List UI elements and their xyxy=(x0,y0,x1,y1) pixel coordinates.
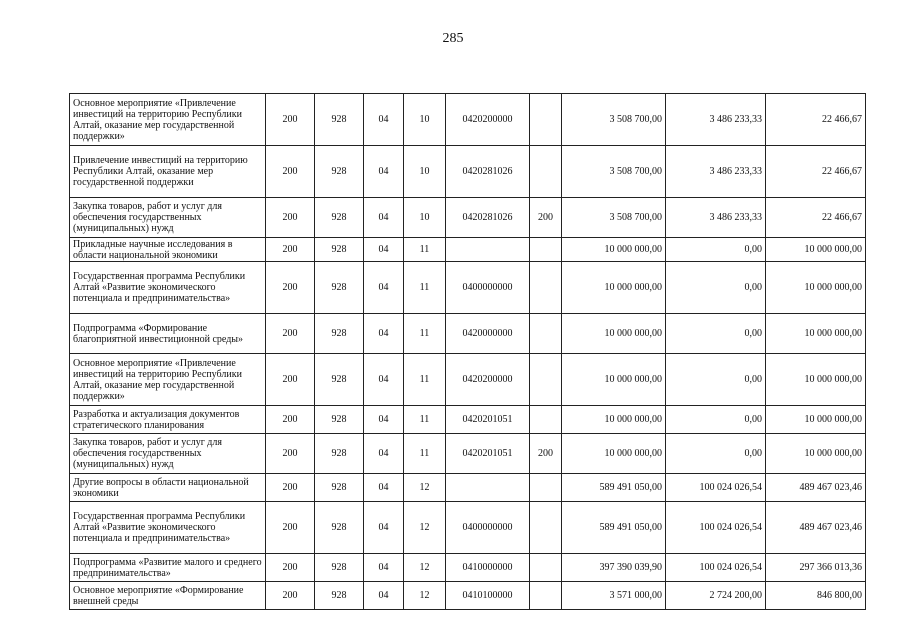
target-article-cell: 0410100000 xyxy=(446,582,530,610)
code-cell: 200 xyxy=(266,406,315,434)
row-name-cell: Прикладные научные исследования в области национальной экономики xyxy=(70,238,266,262)
table-row xyxy=(70,314,866,354)
code-cell: 200 xyxy=(266,434,315,474)
target-article-cell: 0400000000 xyxy=(446,262,530,314)
subsection-cell: 11 xyxy=(404,314,446,354)
planned-amount-cell: 10 000 000,00 xyxy=(562,314,666,354)
target-article-cell xyxy=(446,238,530,262)
target-article-cell xyxy=(446,474,530,502)
subsection-cell: 12 xyxy=(404,554,446,582)
code-cell: 200 xyxy=(266,554,315,582)
expense-type-cell xyxy=(530,314,562,354)
row-name-cell: Государственная программа Республики Алтай «Развитие экономического потенциала и предпринимательства» xyxy=(70,502,266,554)
table-row xyxy=(70,406,866,434)
target-article-cell: 0420281026 xyxy=(446,198,530,238)
planned-amount-cell: 3 508 700,00 xyxy=(562,146,666,198)
ministry-code-cell: 928 xyxy=(315,474,364,502)
executed-amount-cell: 100 024 026,54 xyxy=(666,474,766,502)
row-name-cell: Основное мероприятие «Привлечение инвестиций на территорию Республики Алтай, оказание мер государственной поддержки» xyxy=(70,94,266,146)
code-cell: 200 xyxy=(266,238,315,262)
executed-amount-cell: 3 486 233,33 xyxy=(666,146,766,198)
expense-type-cell xyxy=(530,502,562,554)
section-cell: 04 xyxy=(364,262,404,314)
table-row xyxy=(70,474,866,502)
row-name-cell: Государственная программа Республики Алтай «Развитие экономического потенциала и предпринимательства» xyxy=(70,262,266,314)
ministry-code-cell: 928 xyxy=(315,146,364,198)
planned-amount-cell: 10 000 000,00 xyxy=(562,354,666,406)
subsection-cell: 11 xyxy=(404,434,446,474)
executed-amount-cell: 0,00 xyxy=(666,262,766,314)
planned-amount-cell: 3 508 700,00 xyxy=(562,94,666,146)
remaining-amount-cell: 22 466,67 xyxy=(766,94,866,146)
row-name-cell: Привлечение инвестиций на территорию Республики Алтай, оказание мер государственной поддержки xyxy=(70,146,266,198)
executed-amount-cell: 3 486 233,33 xyxy=(666,94,766,146)
expense-type-cell xyxy=(530,554,562,582)
executed-amount-cell: 0,00 xyxy=(666,238,766,262)
code-cell: 200 xyxy=(266,502,315,554)
planned-amount-cell: 10 000 000,00 xyxy=(562,262,666,314)
page-number: 285 xyxy=(442,31,464,46)
subsection-cell: 11 xyxy=(404,354,446,406)
section-cell: 04 xyxy=(364,502,404,554)
ministry-code-cell: 928 xyxy=(315,198,364,238)
section-cell: 04 xyxy=(364,582,404,610)
code-cell: 200 xyxy=(266,354,315,406)
section-cell: 04 xyxy=(364,94,404,146)
section-cell: 04 xyxy=(364,354,404,406)
expense-type-cell xyxy=(530,474,562,502)
remaining-amount-cell: 10 000 000,00 xyxy=(766,354,866,406)
target-article-cell: 0420281026 xyxy=(446,146,530,198)
expense-type-cell xyxy=(530,406,562,434)
subsection-cell: 11 xyxy=(404,262,446,314)
section-cell: 04 xyxy=(364,314,404,354)
row-name-cell: Подпрограмма «Формирование благоприятной инвестиционной среды» xyxy=(70,314,266,354)
table-row xyxy=(70,354,866,406)
ministry-code-cell: 928 xyxy=(315,406,364,434)
ministry-code-cell: 928 xyxy=(315,502,364,554)
table-row xyxy=(70,198,866,238)
executed-amount-cell: 0,00 xyxy=(666,354,766,406)
expense-type-cell xyxy=(530,94,562,146)
subsection-cell: 11 xyxy=(404,406,446,434)
planned-amount-cell: 589 491 050,00 xyxy=(562,502,666,554)
section-cell: 04 xyxy=(364,434,404,474)
executed-amount-cell: 3 486 233,33 xyxy=(666,198,766,238)
code-cell: 200 xyxy=(266,146,315,198)
expense-type-cell: 200 xyxy=(530,434,562,474)
planned-amount-cell: 10 000 000,00 xyxy=(562,406,666,434)
budget-table-body xyxy=(70,94,866,610)
table-row xyxy=(70,554,866,582)
section-cell: 04 xyxy=(364,406,404,434)
subsection-cell: 12 xyxy=(404,502,446,554)
table-row xyxy=(70,238,866,262)
remaining-amount-cell: 489 467 023,46 xyxy=(766,474,866,502)
row-name-cell: Подпрограмма «Развитие малого и среднего предпринимательства» xyxy=(70,554,266,582)
target-article-cell: 0420201051 xyxy=(446,406,530,434)
row-name-cell: Основное мероприятие «Формирование внешней среды xyxy=(70,582,266,610)
target-article-cell: 0410000000 xyxy=(446,554,530,582)
ministry-code-cell: 928 xyxy=(315,434,364,474)
table-row xyxy=(70,94,866,146)
table-row xyxy=(70,434,866,474)
expense-type-cell xyxy=(530,238,562,262)
remaining-amount-cell: 22 466,67 xyxy=(766,146,866,198)
ministry-code-cell: 928 xyxy=(315,238,364,262)
code-cell: 200 xyxy=(266,314,315,354)
planned-amount-cell: 397 390 039,90 xyxy=(562,554,666,582)
ministry-code-cell: 928 xyxy=(315,354,364,406)
code-cell: 200 xyxy=(266,94,315,146)
subsection-cell: 12 xyxy=(404,474,446,502)
remaining-amount-cell: 489 467 023,46 xyxy=(766,502,866,554)
expense-type-cell xyxy=(530,262,562,314)
remaining-amount-cell: 10 000 000,00 xyxy=(766,434,866,474)
remaining-amount-cell: 10 000 000,00 xyxy=(766,262,866,314)
row-name-cell: Другие вопросы в области национальной экономики xyxy=(70,474,266,502)
expense-type-cell xyxy=(530,146,562,198)
executed-amount-cell: 2 724 200,00 xyxy=(666,582,766,610)
ministry-code-cell: 928 xyxy=(315,94,364,146)
ministry-code-cell: 928 xyxy=(315,314,364,354)
planned-amount-cell: 589 491 050,00 xyxy=(562,474,666,502)
planned-amount-cell: 10 000 000,00 xyxy=(562,238,666,262)
expense-type-cell: 200 xyxy=(530,198,562,238)
planned-amount-cell: 3 571 000,00 xyxy=(562,582,666,610)
remaining-amount-cell: 10 000 000,00 xyxy=(766,406,866,434)
executed-amount-cell: 100 024 026,54 xyxy=(666,502,766,554)
remaining-amount-cell: 10 000 000,00 xyxy=(766,314,866,354)
target-article-cell: 0420000000 xyxy=(446,314,530,354)
subsection-cell: 10 xyxy=(404,94,446,146)
remaining-amount-cell: 10 000 000,00 xyxy=(766,238,866,262)
row-name-cell: Закупка товаров, работ и услуг для обеспечения государственных (муниципальных) нужд xyxy=(70,434,266,474)
subsection-cell: 12 xyxy=(404,582,446,610)
ministry-code-cell: 928 xyxy=(315,262,364,314)
section-cell: 04 xyxy=(364,238,404,262)
section-cell: 04 xyxy=(364,554,404,582)
budget-table xyxy=(69,93,866,610)
section-cell: 04 xyxy=(364,146,404,198)
code-cell: 200 xyxy=(266,474,315,502)
executed-amount-cell: 0,00 xyxy=(666,314,766,354)
subsection-cell: 10 xyxy=(404,198,446,238)
executed-amount-cell: 0,00 xyxy=(666,406,766,434)
expense-type-cell xyxy=(530,354,562,406)
subsection-cell: 10 xyxy=(404,146,446,198)
remaining-amount-cell: 22 466,67 xyxy=(766,198,866,238)
code-cell: 200 xyxy=(266,582,315,610)
planned-amount-cell: 3 508 700,00 xyxy=(562,198,666,238)
target-article-cell: 0420200000 xyxy=(446,94,530,146)
table-row xyxy=(70,262,866,314)
remaining-amount-cell: 297 366 013,36 xyxy=(766,554,866,582)
executed-amount-cell: 0,00 xyxy=(666,434,766,474)
executed-amount-cell: 100 024 026,54 xyxy=(666,554,766,582)
target-article-cell: 0420201051 xyxy=(446,434,530,474)
code-cell: 200 xyxy=(266,198,315,238)
section-cell: 04 xyxy=(364,474,404,502)
target-article-cell: 0400000000 xyxy=(446,502,530,554)
subsection-cell: 11 xyxy=(404,238,446,262)
planned-amount-cell: 10 000 000,00 xyxy=(562,434,666,474)
ministry-code-cell: 928 xyxy=(315,582,364,610)
row-name-cell: Основное мероприятие «Привлечение инвестиций на территорию Республики Алтай, оказание мер государственной поддержки» xyxy=(70,354,266,406)
target-article-cell: 0420200000 xyxy=(446,354,530,406)
remaining-amount-cell: 846 800,00 xyxy=(766,582,866,610)
ministry-code-cell: 928 xyxy=(315,554,364,582)
table-row xyxy=(70,502,866,554)
section-cell: 04 xyxy=(364,198,404,238)
row-name-cell: Закупка товаров, работ и услуг для обеспечения государственных (муниципальных) нужд xyxy=(70,198,266,238)
code-cell: 200 xyxy=(266,262,315,314)
expense-type-cell xyxy=(530,582,562,610)
row-name-cell: Разработка и актуализация документов стратегического планирования xyxy=(70,406,266,434)
table-row xyxy=(70,582,866,610)
table-row xyxy=(70,146,866,198)
